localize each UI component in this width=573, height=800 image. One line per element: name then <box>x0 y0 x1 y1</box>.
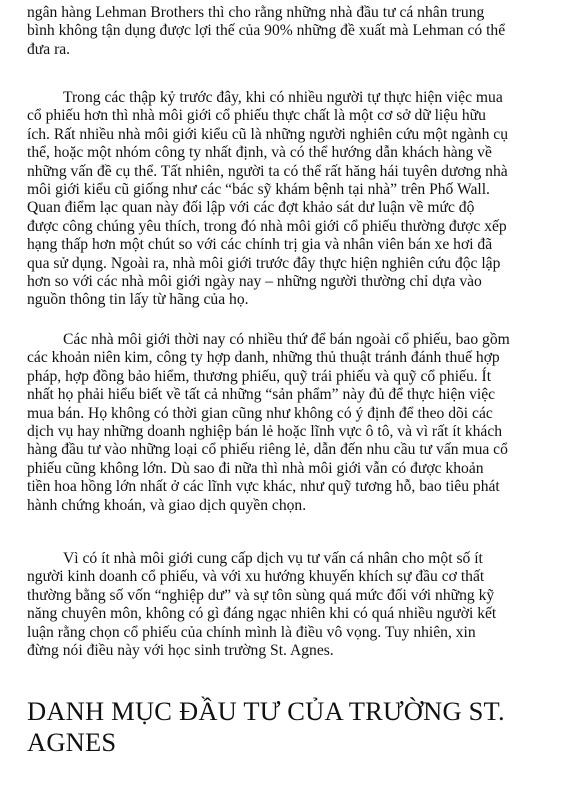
text-line: qua sử dụng. Ngoài ra, nhà môi giới trước đây thực hiện nghiên cứu độc lập <box>27 254 501 272</box>
text-line: các khoản niên kim, công ty hợp danh, những thủ thuật tránh đánh thuế hợp <box>27 349 500 367</box>
text-line: nguồn thông tin lấy từ hãng của họ. <box>27 291 249 309</box>
text-line: thể, hoặc một nhóm công ty nhất định, và có thể hướng dẫn khách hàng về <box>27 144 492 162</box>
text-line: nhất họ phải hiểu biết về tất cả những “sản phẩm” này đủ để thực hiện việc <box>27 386 496 404</box>
text-line: hành chứng khoán, và giao dịch quyền chọn. <box>27 496 307 514</box>
paragraph-lehman-continuation <box>27 4 557 59</box>
text-line: mua bán. Họ không có thời gian cũng như không có ý định để theo dõi các <box>27 404 493 422</box>
text-line: đưa ra. <box>27 40 71 58</box>
text-line: Quan điểm lạc quan này đối lập với các đợt khảo sát dư luận về mức độ <box>27 199 475 217</box>
text-line: tiền hoa hồng lớn nhất ở các lĩnh vực khác, như quỹ tương hỗ, bao tiêu phát <box>27 478 500 496</box>
text-line: phiếu cũng không lớn. Dù sao đi nữa thì nhà môi giới vẫn có được khoản <box>27 459 484 477</box>
paragraph-st-agnes-intro <box>27 550 557 660</box>
text-line: pháp, hợp đồng bảo hiểm, thương phiếu, quỹ trái phiếu và quỹ cổ phiếu. Ít <box>27 367 492 385</box>
text-line: cổ phiếu hơn thì nhà môi giới cổ phiếu thực chất là một cơ sở dữ liệu hữu <box>27 107 486 125</box>
text-line: Các nhà môi giới thời nay có nhiều thứ để bán ngoài cổ phiếu, bao gồm <box>63 331 510 348</box>
paragraph-modern-brokers <box>27 331 557 515</box>
text-line: bình không tận dụng được lợi thế của 90% những đề xuất mà Lehman có thể <box>27 22 506 40</box>
heading-line: AGNES <box>27 727 117 757</box>
text-line: thường bằng số vốn “nghiệp dư” và sự tôn sùng quá mức đối với những kỹ <box>27 586 495 604</box>
section-heading <box>27 696 567 758</box>
heading-line: DANH MỤC ĐẦU TƯ CỦA TRƯỜNG ST. <box>27 696 505 726</box>
text-line: năng chuyên môn, không có gì đáng ngạc nhiên khi có quá nhiều người kết <box>27 605 497 623</box>
text-line: được công chúng yêu thích, trong đó nhà môi giới cổ phiếu thường được xếp <box>27 217 507 235</box>
text-line: hàng đầu tư vào những loại cổ phiếu riêng lẻ, dẫn đến nhu cầu tư vấn mua cổ <box>27 441 508 459</box>
text-line: ngân hàng Lehman Brothers thì cho rằng những nhà đầu tư cá nhân trung <box>27 4 485 21</box>
text-line: dịch vụ hay những doanh nghiệp bán lẻ hoặc lĩnh vực ô tô, và vì rất ít khách <box>27 423 503 441</box>
text-line: môi giới kiểu cũ giống như các “bác sỹ khám bệnh tại nhà” trên Phố Wall. <box>27 181 490 199</box>
text-line: luận rằng chọn cổ phiếu của chính mình là điều vô vọng. Tuy nhiên, xin <box>27 623 476 641</box>
text-line: Trong các thập kỷ trước đây, khi có nhiều người tự thực hiện việc mua <box>63 89 503 106</box>
text-line: hạng thấp hơn một chút so với các chính trị gia và nhân viên bán xe hơi đã <box>27 236 493 254</box>
text-line: đừng nói điều này với học sinh trường St. Agnes. <box>27 642 334 660</box>
text-line: hơn so với các nhà môi giới ngày nay – những người thường chỉ dựa vào <box>27 273 482 291</box>
paragraph-old-brokers <box>27 89 557 310</box>
text-line: Vì có ít nhà môi giới cung cấp dịch vụ tư vấn cá nhân cho một số ít <box>63 550 483 567</box>
text-line: người kinh doanh cổ phiếu, và với xu hướng khuyến khích sự đầu cơ thất <box>27 568 485 586</box>
text-line: những vấn đề cụ thể. Tất nhiên, người ta có thể rất hăng hái tuyên dương nhà <box>27 162 508 180</box>
text-line: ích. Rất nhiều nhà môi giới kiểu cũ là những người nghiên cứu một ngành cụ <box>27 125 508 143</box>
